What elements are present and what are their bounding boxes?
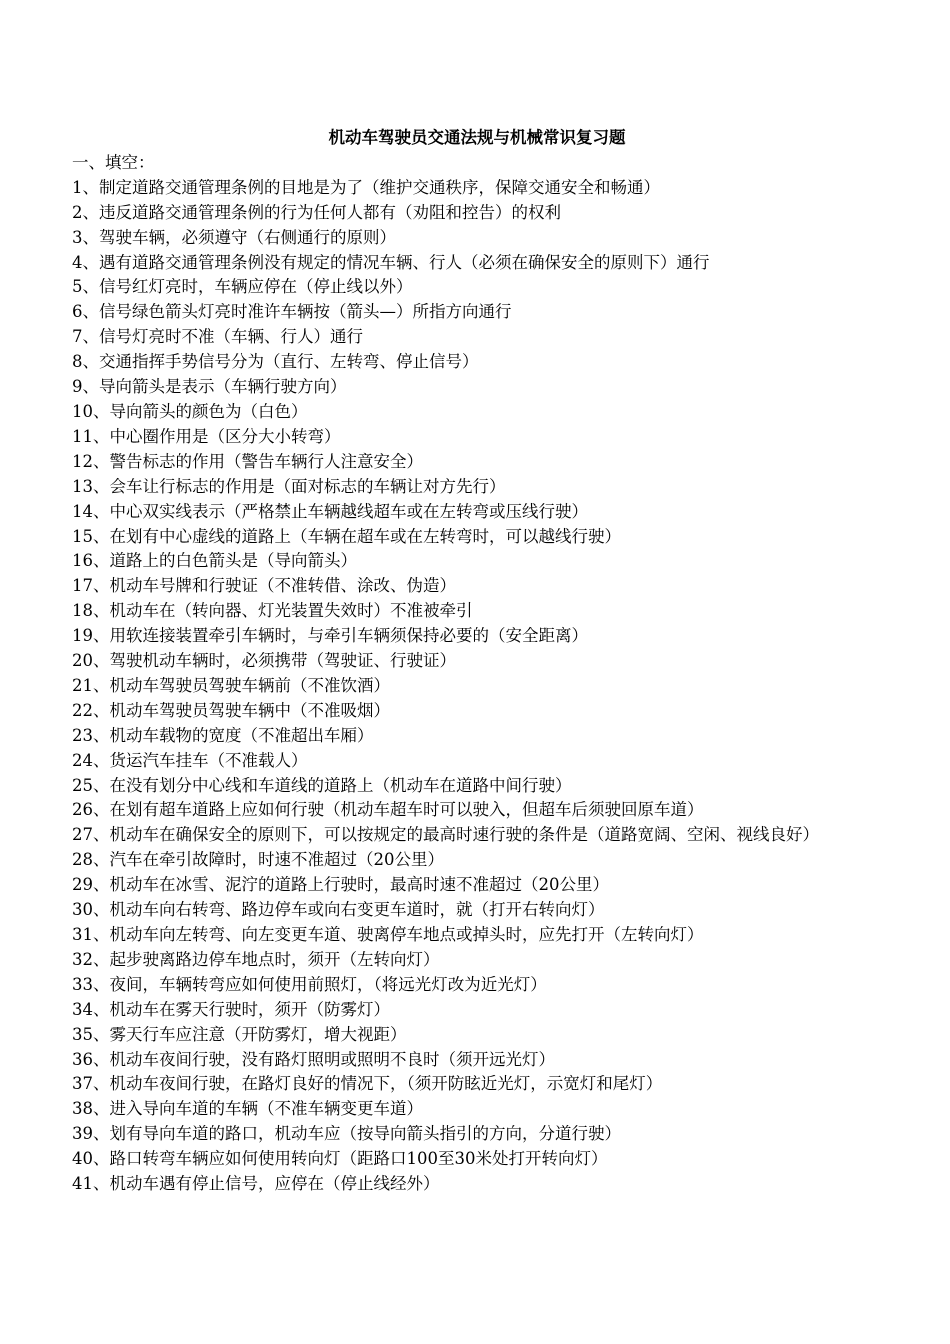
list-item: 18、机动车在（转向器、灯光装置失效时）不准被牵引 xyxy=(72,601,473,621)
list-item: 27、机动车在确保安全的原则下，可以按规定的最高时速行驶的条件是（道路宽阔、空闲、视线良好） xyxy=(72,825,819,845)
list-item: 14、中心双实线表示（严格禁止车辆越线超车或在左转弯或压线行驶） xyxy=(72,501,588,521)
list-item: 33、夜间，车辆转弯应如何使用前照灯，（将远光灯改为近光灯） xyxy=(72,974,547,994)
list-item: 35、雾天行车应注意（开防雾灯，增大视距） xyxy=(72,1024,407,1044)
list-item: 22、机动车驾驶员驾驶车辆中（不准吸烟） xyxy=(72,700,390,720)
question-list xyxy=(72,176,882,1197)
list-item: 7、信号灯亮时不准（车辆、行人）通行 xyxy=(72,327,363,347)
list-item: 15、在划有中心虚线的道路上（车辆在超车或在左转弯时，可以越线行驶） xyxy=(72,526,621,546)
list-item: 6、信号绿色箭头灯亮时准许车辆按（箭头—）所指方向通行 xyxy=(72,302,512,322)
list-item: 31、机动车向左转弯、向左变更车道、驶离停车地点或掉头时，应先打开（左转向灯） xyxy=(72,925,704,944)
list-item: 13、会车让行标志的作用是（面对标志的车辆让对方先行） xyxy=(72,476,506,496)
document-title: 机动车驾驶员交通法规与机械常识复习题 xyxy=(328,128,626,147)
list-item: 12、警告标志的作用（警告车辆行人注意安全） xyxy=(72,451,423,471)
list-item: 9、导向箭头是表示（车辆行驶方向） xyxy=(72,377,347,397)
list-item: 40、路口转弯车辆应如何使用转向灯（距路口100至30米处打开转向灯） xyxy=(72,1149,608,1169)
list-item: 23、机动车载物的宽度（不准超出车厢） xyxy=(72,725,374,745)
list-item: 37、机动车夜间行驶，在路灯良好的情况下，（须开防眩近光灯，示宽灯和尾灯） xyxy=(72,1074,663,1094)
list-item: 20、驾驶机动车辆时，必须携带（驾驶证、行驶证） xyxy=(72,651,456,671)
document-page xyxy=(72,126,882,1197)
list-item: 34、机动车在雾天行驶时，须开（防雾灯） xyxy=(72,999,390,1019)
list-item: 10、导向箭头的颜色为（白色） xyxy=(72,401,308,421)
list-item: 38、进入导向车道的车辆（不准车辆变更车道） xyxy=(72,1099,423,1119)
list-item: 17、机动车号牌和行驶证（不准转借、涂改、伪造） xyxy=(72,576,456,596)
list-item: 1、制定道路交通管理条例的目地是为了（维护交通秩序，保障交通安全和畅通） xyxy=(72,177,660,197)
list-item: 8、交通指挥手势信号分为（直行、左转弯、停止信号） xyxy=(72,352,479,372)
list-item: 36、机动车夜间行驶，没有路灯照明或照明不良时（须开远光灯） xyxy=(72,1049,555,1069)
list-item: 16、道路上的白色箭头是（导向箭头） xyxy=(72,551,357,571)
section-heading: 一、填空： xyxy=(72,152,155,172)
list-item: 26、在划有超车道路上应如何行驶（机动车超车时可以驶入，但超车后须驶回原车道） xyxy=(72,800,704,820)
list-item: 4、遇有道路交通管理条例没有规定的情况车辆、行人（必须在确保安全的原则下）通行 xyxy=(72,252,710,272)
list-item: 29、机动车在冰雪、泥泞的道路上行驶时，最高时速不准超过（20公里） xyxy=(72,875,609,895)
list-item: 25、在没有划分中心线和车道线的道路上（机动车在道路中间行驶） xyxy=(72,775,572,795)
list-item: 28、汽车在牵引故障时，时速不准超过（20公里） xyxy=(72,850,444,870)
list-item: 11、中心圈作用是（区分大小转弯） xyxy=(72,426,341,446)
list-item: 24、货运汽车挂车（不准载人） xyxy=(72,750,308,770)
list-item: 21、机动车驾驶员驾驶车辆前（不准饮酒） xyxy=(72,675,390,695)
list-item: 5、信号红灯亮时，车辆应停在（停止线以外） xyxy=(72,277,413,297)
list-item: 41、机动车遇有停止信号，应停在（停止线经外） xyxy=(72,1174,440,1194)
list-item: 3、驾驶车辆，必须遵守（右侧通行的原则） xyxy=(72,227,396,247)
list-item: 32、起步驶离路边停车地点时，须开（左转向灯） xyxy=(72,949,440,969)
list-item: 2、违反道路交通管理条例的行为任何人都有（劝阻和控告）的权利 xyxy=(72,202,561,222)
list-item: 30、机动车向右转弯、路边停车或向右变更车道时，就（打开右转向灯） xyxy=(72,900,605,920)
list-item: 39、划有导向车道的路口，机动车应（按导向箭头指引的方向，分道行驶） xyxy=(72,1124,621,1144)
list-item: 19、用软连接装置牵引车辆时，与牵引车辆须保持必要的（安全距离） xyxy=(72,626,588,646)
